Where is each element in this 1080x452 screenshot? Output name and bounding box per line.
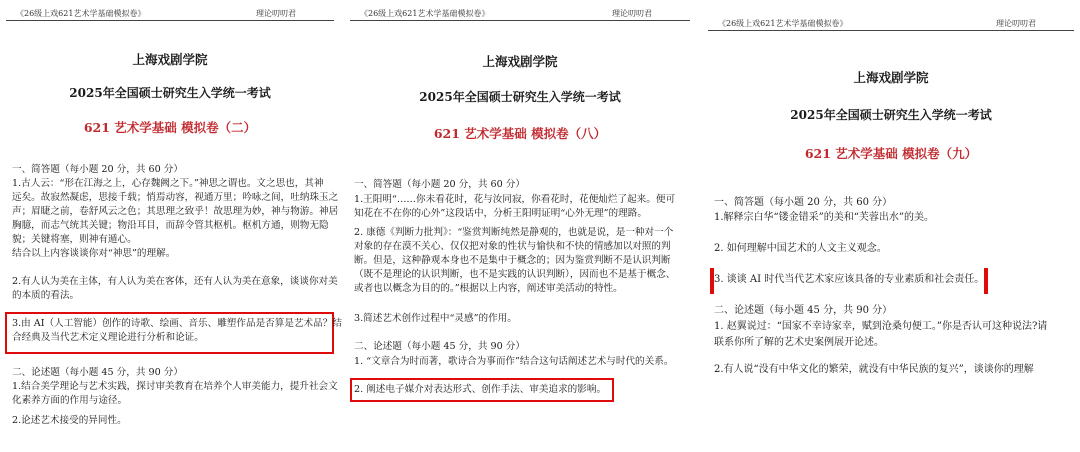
question-line: 2.有人说“没有中华文化的繁荣，就没有中华民族的复兴”，谈谈你的理解 — [714, 364, 1034, 375]
exam-title: 2025年全国硕士研究生入学统一考试 — [419, 90, 621, 104]
question-line: 合经典及当代艺术定义理论进行分析和论证。 — [12, 332, 204, 343]
question-line: 胸臆，而志气统其关键；物沿耳目，而辞令管其枢机。枢机方通，则物无隐 — [12, 220, 329, 231]
header-left: 《26级上戏621艺术学基础模拟卷》 — [360, 9, 490, 18]
question-line: 1.解释宗白华“镂金错采”的美和“芙蓉出水”的美。 — [714, 212, 934, 223]
question-line: 3. 谈谈 AI 时代当代艺术家应该具备的专业素质和社会责任。 — [714, 274, 985, 285]
section-heading: 二、论述题（每小题 45 分，共 90 分） — [354, 341, 525, 352]
header-left: 《26级上戏621艺术学基础模拟卷》 — [16, 9, 146, 18]
paper-title: 621 艺术学基础 模拟卷（二） — [83, 120, 257, 135]
exam-page-9 — [702, 10, 1080, 452]
school-title: 上海戏剧学院 — [853, 70, 929, 85]
exam-title: 2025年全国硕士研究生入学统一考试 — [790, 108, 992, 122]
question-line: 联系你所了解的艺术史案例展开论述。 — [714, 337, 884, 348]
exam-page-2 — [0, 0, 340, 452]
question-line: （既不是理论的认识判断，也不是实践的认识判断），因而也不是基于概念、 — [354, 269, 676, 280]
page-header — [708, 16, 1074, 31]
section-heading: 一、简答题（每小题 20 分，共 60 分） — [714, 197, 893, 208]
section-heading: 二、论述题（每小题 45 分，共 90 分） — [714, 305, 893, 316]
question-line: 3.简述艺术创作过程中“灵感”的作用。 — [354, 313, 517, 324]
question-line: 2.论述艺术接受的异同性。 — [12, 415, 127, 426]
question-line: 貌；关键将塞，则神有遁心。 — [12, 234, 137, 245]
exam-title: 2025年全国硕士研究生入学统一考试 — [69, 86, 271, 100]
paper-title: 621 艺术学基础 模拟卷（九） — [804, 146, 978, 161]
section-heading: 二、论述题（每小题 45 分，共 90 分） — [12, 367, 183, 378]
question-line: 3.由 AI（人工智能）创作的诗歌、绘画、音乐、雕塑作品是否算是艺术品？结 — [12, 318, 342, 329]
question-line: 远矣。故寂然凝虑，思接千载；悄焉动容，视通万里；吟咏之间，吐纳珠玉之 — [12, 192, 339, 203]
school-title: 上海戏剧学院 — [482, 54, 558, 69]
question-line: 断。但是，这种静观本身也不是集中于概念的；因为鉴赏判断不是认识判断 — [354, 255, 671, 266]
question-line: 1. “文章合为时而著，歌诗合为事而作”结合这句话阐述艺术与时代的关系。 — [354, 356, 674, 367]
header-left: 《26级上戏621艺术学基础模拟卷》 — [718, 19, 848, 28]
page-header — [350, 6, 690, 21]
question-line: 对象的存在漠不关心、仅仅把对象的性状与愉快和不快的情感加以对照的判 — [354, 241, 671, 252]
question-line: 结合以上内容谈谈你对“神思”的理解。 — [12, 248, 176, 259]
header-right: 理论叨叨君 — [612, 9, 652, 18]
header-right: 理论叨叨君 — [996, 19, 1036, 28]
question-line: 1. 赵翼说过：“国家不幸诗家幸，赋到沧桑句便工。”你是否认可这种说法?请 — [714, 321, 1048, 332]
header-right: 理论叨叨君 — [256, 9, 296, 18]
question-line: 2. 阐述电子媒介对表达形式、创作手法、审美追求的影响。 — [354, 384, 607, 395]
question-line: 化素养方面的作用与途径。 — [12, 395, 128, 406]
question-line: 2.有人认为美在主体，有人认为美在客体，还有人认为美在意象，谈谈你对美 — [12, 276, 338, 287]
school-title: 上海戏剧学院 — [132, 52, 208, 67]
page-header — [6, 6, 334, 21]
question-line: 2. 康德《判断力批判》：“鉴赏判断纯然是静观的，也就是说，是一种对一个 — [354, 227, 674, 238]
question-line: 1.古人云：“形在江海之上，心存魏阙之下。”神思之谓也。文之思也，其神 — [12, 178, 324, 189]
paper-title: 621 艺术学基础 模拟卷（八） — [433, 126, 607, 141]
question-line: 知花在不在你的心外”这段话中，分析王阳明证明“心外无理”的理路。 — [354, 208, 647, 219]
highlight-bar-right — [984, 268, 988, 294]
section-heading: 一、简答题（每小题 20 分，共 60 分） — [12, 164, 183, 175]
question-line: 1.王阳明“……你未看花时，花与汝同寂，你看花时，花便灿烂了起来。便可 — [354, 194, 676, 205]
question-line: 的本质的看法。 — [12, 290, 80, 301]
question-line: 1.结合美学理论与艺术实践，探讨审美教育在培养个人审美能力，提升社会文 — [12, 381, 338, 392]
exam-page-8 — [344, 0, 696, 452]
section-heading: 一、简答题（每小题 20 分，共 60 分） — [354, 179, 525, 190]
question-line: 或者也以概念为目的的。”根据以上内容，阐述审美活动的特性。 — [354, 283, 623, 294]
question-line: 2. 如何理解中国艺术的人文主义观念。 — [714, 243, 887, 254]
question-line: 声；眉睫之前，卷舒风云之色；其思理之致乎！故思理为妙，神与物游。神居 — [12, 206, 339, 217]
